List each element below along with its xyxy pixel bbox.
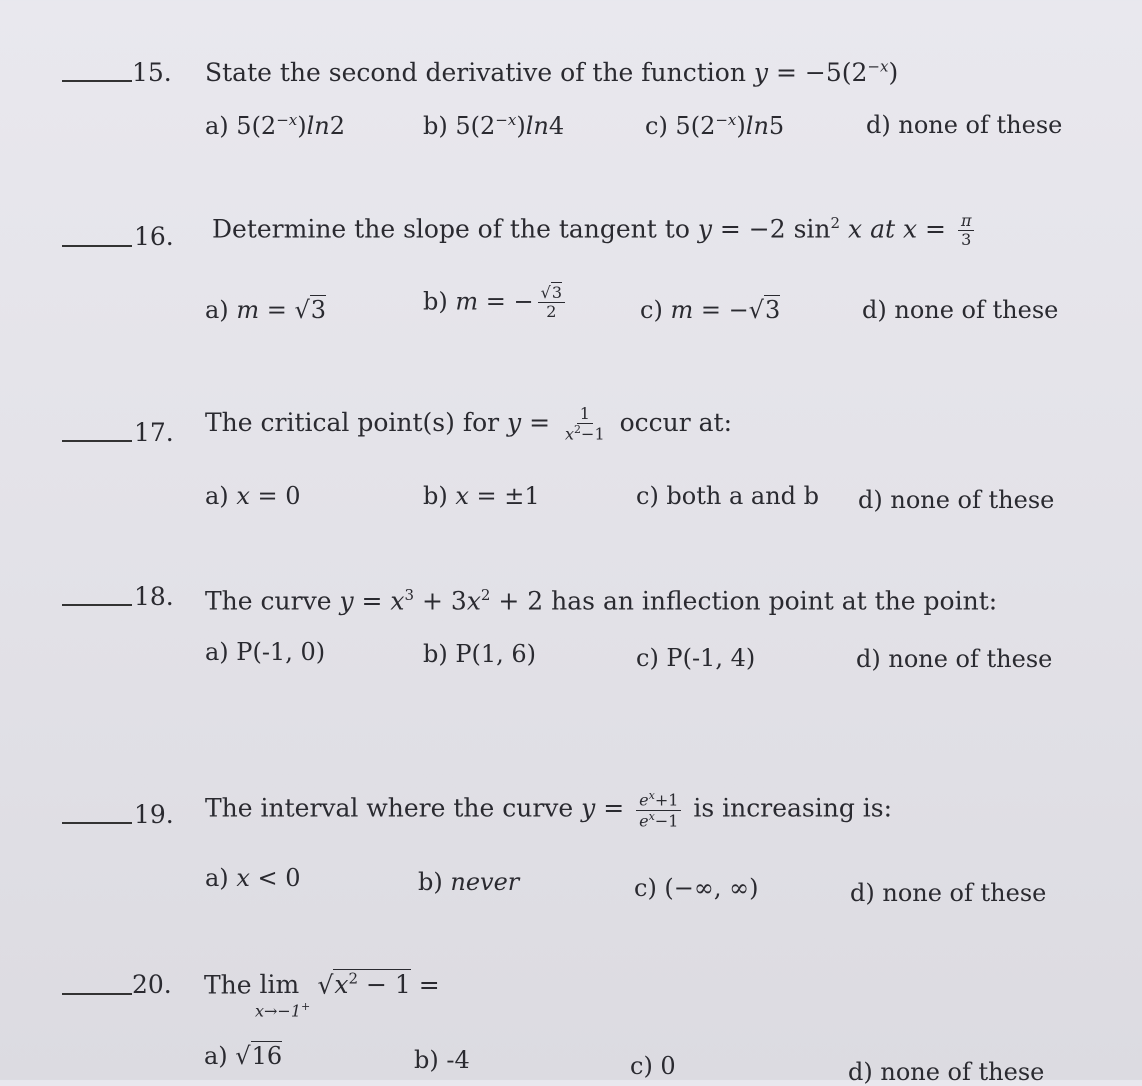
question-number: 18. — [134, 582, 174, 611]
question-number: 16. — [134, 222, 174, 251]
question-number: 20. — [132, 970, 172, 999]
fraction: $\frac{√3}{2}$ — [538, 284, 565, 322]
question-stem — [205, 58, 898, 87]
question-number: 17. — [134, 418, 174, 447]
answer-blank[interactable] — [62, 993, 132, 995]
option-a[interactable]: a) x = 0 — [205, 482, 301, 510]
option-d[interactable]: d) none of these — [856, 645, 1053, 673]
limit-subscript: x→−1+ — [255, 1000, 311, 1021]
question-stem: The curve $y = x^3 + 3x^2 + 2$ has an inflection point at the point: — [205, 586, 998, 616]
stem-text: State the second derivative of the function $y = -5(2^{-x})$ — [205, 58, 899, 88]
answer-blank[interactable] — [62, 440, 132, 442]
question-stem: The critical point(s) for y = $\frac{1}{x^2-1}$ occur at: — [205, 404, 733, 444]
answer-blank[interactable] — [62, 822, 132, 824]
option-d[interactable]: d) none of these — [848, 1058, 1045, 1086]
option-d[interactable]: d) none of these — [866, 111, 1063, 139]
option-d[interactable]: d) none of these — [850, 879, 1047, 907]
option-a[interactable]: a) $5(2^{-x})\ln 2$ — [205, 111, 346, 140]
question-stem: The interval where the curve y = $\frac{e^x+1}{e^x-1}$ is increasing is: — [205, 789, 893, 831]
answer-blank[interactable] — [62, 245, 132, 247]
option-b[interactable]: b) x = ±1 — [423, 482, 540, 510]
option-b[interactable]: b) P(1, 6) — [423, 640, 537, 668]
option-b[interactable]: b) never — [418, 868, 520, 896]
option-d[interactable]: d) none of these — [858, 486, 1055, 514]
option-b[interactable]: b) -4 — [414, 1046, 470, 1074]
question-stem: The $\lim √x^2 - 1$ = — [204, 970, 440, 1000]
option-b[interactable]: b) m = − $\frac{√3}{2}$ — [423, 284, 569, 322]
option-a[interactable]: a) m = √3 — [205, 296, 327, 324]
answer-blank[interactable] — [62, 80, 132, 82]
fraction: $\frac{\pi}{3}$ — [958, 212, 975, 250]
question-number: 19. — [134, 800, 174, 829]
fraction: $\frac{e^x+1}{e^x-1}$ — [636, 790, 681, 830]
option-c[interactable]: c) P(-1, 4) — [636, 644, 756, 672]
option-c[interactable]: c) 0 — [630, 1052, 676, 1080]
answer-blank[interactable] — [62, 604, 132, 606]
fraction: $\frac{1}{x^2-1}$ — [565, 404, 605, 444]
option-c[interactable]: c) $5(2^{-x})\ln 5$ — [645, 111, 785, 140]
option-c[interactable]: c) m = −√3 — [640, 296, 781, 324]
option-d[interactable]: d) none of these — [862, 296, 1059, 324]
option-a[interactable]: a) x < 0 — [205, 864, 301, 892]
option-b[interactable]: b) $5(2^{-x})\ln 4$ — [423, 111, 565, 140]
option-a[interactable]: a) P(-1, 0) — [205, 638, 326, 666]
question-stem: Determine the slope of the tangent to y = −2 $\sin^2 x$ at x = $\frac{\pi}{3}$ — [212, 212, 978, 250]
option-a[interactable]: a) √16 — [204, 1042, 283, 1070]
option-c[interactable]: c) (−∞, ∞) — [634, 874, 759, 902]
question-number: 15. — [132, 58, 172, 87]
option-c[interactable]: c) both a and b — [636, 482, 820, 510]
